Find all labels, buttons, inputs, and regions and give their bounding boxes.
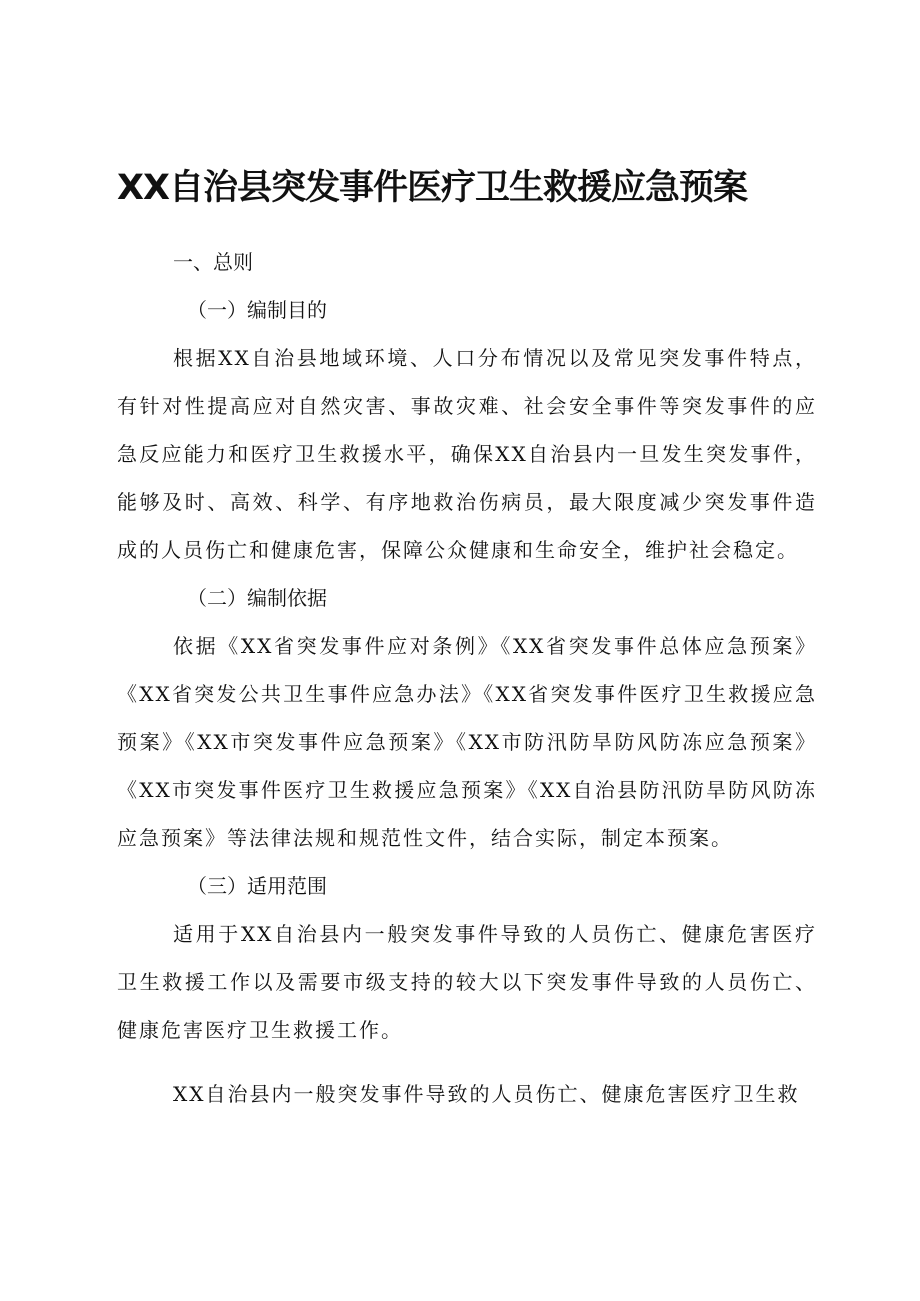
subsection-heading-purpose: （一）编制目的	[187, 298, 327, 322]
paragraph-purpose: 根据XX自治县地域环境、人口分布情况以及常见突发事件特点，有针对性提高应对自然灾害、事故灾难、社会安全事件等突发事件的应急反应能力和医疗卫生救援水平，确保XX自治县内一旦发生突发事件，能够及时、高效、科学、有序地救治伤病员，最大限度减少突发事件造成的人员伤亡和健康危害，保障公众健康和生命安全，维护社会稳定。	[117, 346, 817, 562]
document-title: XX自治县突发事件医疗卫生救援应急预案	[117, 168, 747, 208]
paragraph-basis: 依据《XX省突发事件应对条例》《XX省突发事件总体应急预案》《XX省突发公共卫生事件应急办法》《XX省突发事件医疗卫生救援应急预案》《XX市突发事件应急预案》《XX市防汛防旱防风防冻应急预案》《XX市突发事件医疗卫生救援应急预案》《XX自治县防汛防旱防风防冻应急预案》等法律法规和规范性文件，结合实际，制定本预案。	[117, 634, 817, 850]
paragraph-gap	[117, 1054, 817, 1070]
subsection-heading-basis: （二）编制依据	[187, 586, 327, 610]
section-heading-general: 一、总则	[173, 250, 253, 274]
paragraph-scope: 适用于XX自治县内一般突发事件导致的人员伤亡、健康危害医疗卫生救援工作以及需要市级支持的较大以下突发事件导致的人员伤亡、健康危害医疗卫生救援工作。	[117, 922, 817, 1042]
paragraph-scope-continued: XX自治县内一般突发事件导致的人员伤亡、健康危害医疗卫生救	[173, 1082, 800, 1106]
document-body	[117, 238, 817, 1118]
subsection-heading-scope: （三）适用范围	[187, 874, 327, 898]
